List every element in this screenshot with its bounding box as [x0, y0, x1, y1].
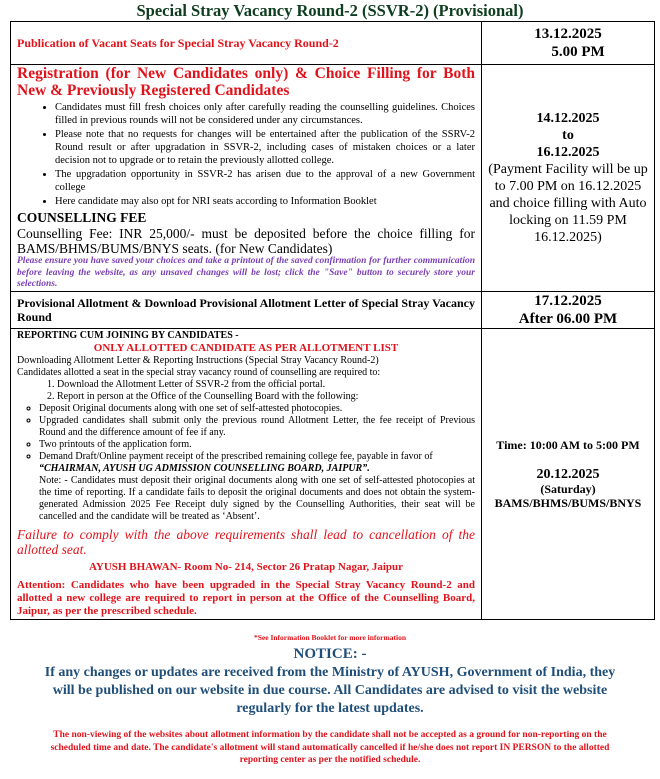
event-vacant-seats: Publication of Vacant Seats for Special Stray Vacancy Round-2: [11, 22, 482, 65]
registration-dates: [482, 65, 655, 292]
reporting-time: Time: 10:00 AM to 5:00 PM: [496, 438, 640, 452]
list-item: • Candidates must fill fresh choices only after carefully reading the counselling guidelines. Choices filled in previous rounds will not be considered under any circumstances.: [55, 101, 475, 127]
reporting-intro: Downloading Allotment Letter & Reporting Instructions (Special Stray Vacancy Round-2): [17, 355, 379, 366]
failure-warning: Failure to comply with the above requirements shall lead to cancellation of the allotted seat.: [17, 527, 475, 557]
reporting-note: Note: - Candidates must deposit their original documents along with one set of self-attested photocopies at the time of reporting. If a candidate fails to deposit the original documents and does not obtain the system-generated Admission 2025 Fee Receipt duly signed by the Counselling Authorities, their seat will be cancelled and the candidate will be treated as ‘Absent’.: [39, 475, 475, 522]
time-line: After 06.00 PM: [518, 311, 618, 327]
table-row-reporting: [11, 329, 655, 620]
table-row-allotment: [11, 292, 655, 329]
payment-note: (Payment Facility will be up to 7.00 PM on 16.12.2025 and choice filling with Auto locking on 11.59 PM 16.12.2025): [488, 162, 648, 245]
attention-note: Attention: Candidates who have been upgraded in the Special Stray Vacancy Round-2 and allotted a new college are required to report in person at the Office of the Counselling Board, Jaipur, as per the prescribed schedule.: [17, 579, 475, 617]
reporting-schedule: [482, 329, 655, 620]
save-note: Please ensure you have saved your choices and take a printout of the saved confirmation for further communication before leaving the website, as any unsaved changes will be lost; click the "Save" button to securely store your selections.: [17, 256, 475, 290]
date-to: 16.12.2025: [536, 145, 600, 160]
payment-requirement: Demand Draft/Online payment receipt of the prescribed remaining college fee, payable in favor of: [39, 451, 433, 462]
office-address: AYUSH BHAWAN- Room No- 214, Sector 26 Pratap Nagar, Jaipur: [88, 561, 403, 573]
date-vacant-seats: [482, 22, 655, 65]
list-item: 2. Report in person at the Office of the Counselling Board with the following:: [57, 391, 475, 403]
reporting-date: 20.12.2025: [536, 467, 600, 482]
reporting-subheading: ONLY ALLOTTED CANDIDATE AS PER ALLOTMENT LIST: [93, 342, 399, 354]
date-allotment: [482, 292, 655, 329]
schedule-table: [10, 21, 655, 620]
reporting-heading: REPORTING CUM JOINING BY CANDIDATES -: [17, 330, 239, 341]
registration-bullets: [17, 101, 475, 208]
time-line: 5.00 PM: [551, 44, 605, 60]
reporting-day: (Saturday): [540, 482, 596, 496]
non-reporting-warning: The non-viewing of the websites about allotment information by the candidate shall not be accepted as a ground for non-reporting on the scheduled time and date. The candidate's allotment will stand automatically cancelled if he/she does not report IN PERSON to the allotted reporting center as per the notified schedule.: [50, 730, 610, 765]
reporting-intro-2: Candidates allotted a seat in the special stray vacancy round of counselling are required to:: [17, 367, 381, 378]
reporting-cell: [11, 329, 482, 620]
fee-heading: COUNSELLING FEE: [17, 210, 147, 226]
table-row-registration: [11, 65, 655, 292]
date-to-word: to: [562, 128, 574, 143]
notice-title: NOTICE: -: [293, 646, 367, 662]
document-list: [17, 403, 475, 475]
date-line: 13.12.2025: [534, 26, 602, 42]
reporting-steps: [17, 379, 475, 403]
reporting-courses: BAMS/BHMS/BUMS/BNYS: [494, 496, 642, 510]
registration-heading: Registration (for New Candidates only) & Choice Filling for Both New & Previously Registered Candidates: [17, 65, 475, 100]
notice-body: If any changes or updates are received from the Ministry of AYUSH, Government of India, they will be published on our website in due course. All Candidates are advised to visit the website regularly for the latest updates.: [44, 665, 616, 716]
list-item: [39, 451, 475, 475]
list-item: • The upgradation opportunity in SSVR-2 has arisen due to the approval of a new Government college: [55, 168, 475, 194]
table-row-vacant-seats: [11, 22, 655, 65]
event-allotment: Provisional Allotment & Download Provisional Allotment Letter of Special Stray Vacancy Round: [11, 292, 482, 329]
date-from: 14.12.2025: [536, 111, 600, 126]
info-booklet-footnote: *See Information Booklet for more information: [254, 633, 406, 642]
page-title: Special Stray Vacancy Round-2 (SSVR-2) (Provisional): [136, 1, 524, 20]
list-item: • Here candidate may also opt for NRI seats according to Information Booklet: [55, 195, 475, 208]
fee-text: Counselling Fee: INR 25,000/- must be deposited before the choice filling for BAMS/BHMS/BUMS/BNYS seats. (for New Candidates): [17, 226, 475, 257]
list-item: ◦ Two printouts of the application form.: [39, 439, 475, 451]
payee-name: “CHAIRMAN, AYUSH UG ADMISSION COUNSELLING BOARD, JAIPUR”.: [39, 463, 370, 474]
list-item: 1. Download the Allotment Letter of SSVR-2 from the official portal.: [57, 379, 475, 391]
list-item: • Please note that no requests for changes will be entertained after the publication of the SSRV-2 Round result or after upgradation in SSVR-2, including cases of mistaken choices or a later decision not to upgrade or to retain the previously allotted college.: [55, 128, 475, 167]
list-item: ◦ Deposit Original documents along with one set of self-attested photocopies.: [39, 403, 475, 415]
date-line: 17.12.2025: [534, 293, 602, 309]
list-item: ◦ Upgraded candidates shall submit only the previous round Allotment Letter, the fee receipt of Previous Round and the difference amount of fee if any.: [39, 415, 475, 439]
registration-cell: [11, 65, 482, 292]
